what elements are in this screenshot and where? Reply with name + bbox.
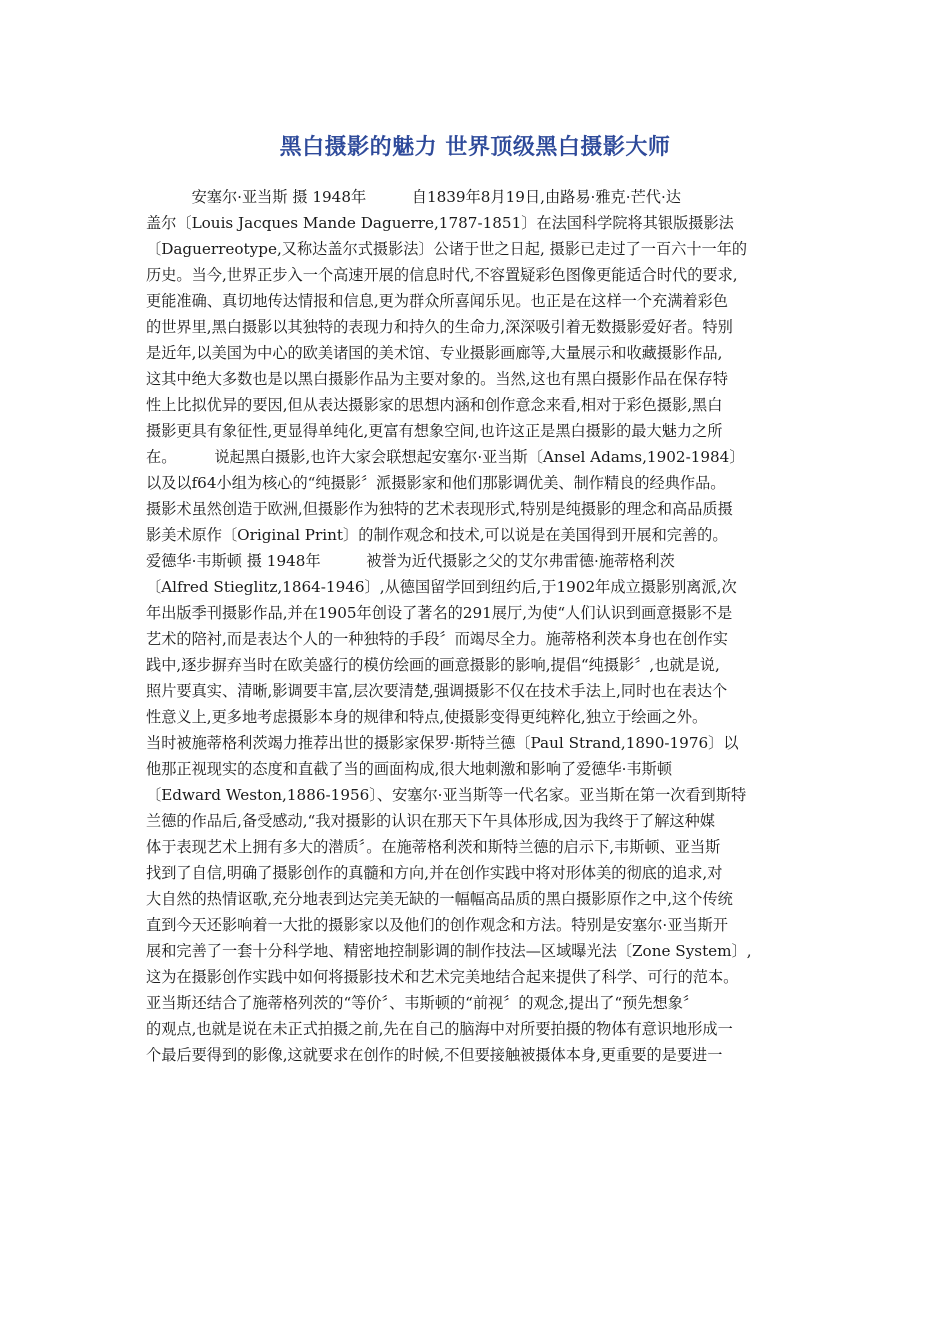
text-line: 性意义上,更多地考虑摄影本身的规律和特点,使摄影变得更纯粹化,独立于绘画之外。 bbox=[146, 708, 708, 726]
text-line: 兰德的作品后,备受感动,“我对摄影的认识在那天下午具体形成,因为我终于了解这种媒 bbox=[146, 812, 715, 830]
text-line: 影美术原作〔Original Print〕的制作观念和技术,可以说是在美国得到开展和完善的。 bbox=[146, 526, 728, 544]
text-line: 〔Alfred Stieglitz,1864-1946〕,从德国留学回到纽约后,于1902年成立摄影别离派,次 bbox=[146, 578, 737, 596]
text-line: 这为在摄影创作实践中如何将摄影技术和艺术完美地结合起来提供了科学、可行的范本。 bbox=[146, 968, 739, 986]
text-line: 直到今天还影响着一大批的摄影家以及他们的创作观念和方法。特别是安塞尔·亚当斯开 bbox=[146, 916, 728, 934]
document-title: 黑白摄影的魅力 世界顶级黑白摄影大师 bbox=[279, 135, 671, 160]
text-line: 当时被施蒂格利茨竭力推荐出世的摄影家保罗·斯特兰德〔Paul Strand,1890-1976〕以 bbox=[146, 734, 739, 752]
text-line: 个最后要得到的影像,这就要求在创作的时候,不但要接触被摄体本身,更重要的是要进一 bbox=[146, 1046, 723, 1064]
text-line: 找到了自信,明确了摄影创作的真髓和方向,并在创作实践中将对形体美的彻底的追求,对 bbox=[146, 864, 723, 882]
text-line: 体于表现艺术上拥有多大的潜质〞。在施蒂格利茨和斯特兰德的启示下,韦斯顿、亚当斯 bbox=[146, 838, 721, 856]
text-line: 以及以f64小组为核心的“纯摄影〞派摄影家和他们那影调优美、制作精良的经典作品。 bbox=[146, 474, 726, 492]
text-line: 〔Edward Weston,1886-1956〕、安塞尔·亚当斯等一代名家。亚当斯在第一次看到斯特 bbox=[146, 786, 747, 804]
text-line: 年出版季刊摄影作品,并在1905年创设了著名的291展厅,为使“人们认识到画意摄影不是 bbox=[146, 604, 733, 622]
text-line: 性上比拟优异的要因,但从表达摄影家的思想内涵和创作意念来看,相对于彩色摄影,黑白 bbox=[146, 396, 723, 414]
article-body bbox=[146, 184, 806, 1068]
text-line: 是近年,以美国为中心的欧美诸国的美术馆、专业摄影画廊等,大量展示和收藏摄影作品, bbox=[146, 344, 723, 362]
text-line: 的观点,也就是说在未正式拍摄之前,先在自己的脑海中对所要拍摄的物体有意识地形成一 bbox=[146, 1020, 733, 1038]
text-line: 更能准确、真切地传达情报和信息,更为群众所喜闻乐见。也正是在这样一个充满着彩色 bbox=[146, 292, 728, 310]
text-line: 这其中绝大多数也是以黑白摄影作品为主要对象的。当然,这也有黑白摄影作品在保存特 bbox=[146, 370, 728, 388]
text-line: 历史。当今,世界正步入一个高速开展的信息时代,不容置疑彩色图像更能适合时代的要求, bbox=[146, 266, 738, 284]
text-line: 〔Daguerreotype,又称达盖尔式摄影法〕公诸于世之日起, 摄影已走过了一百六十一年的 bbox=[146, 240, 748, 258]
text-line: 安塞尔·亚当斯 摄 1948年 自1839年8月19日,由路易·雅克·芒代·达 bbox=[146, 188, 681, 206]
text-line: 照片要真实、清晰,影调要丰富,层次要清楚,强调摄影不仅在技术手法上,同时也在表达个 bbox=[146, 682, 728, 700]
text-line: 摄影更具有象征性,更显得单纯化,更富有想象空间,也许这正是黑白摄影的最大魅力之所 bbox=[146, 422, 723, 440]
text-line: 在。 说起黑白摄影,也许大家会联想起安塞尔·亚当斯〔Ansel Adams,1902-1984〕 bbox=[146, 448, 745, 466]
text-line: 展和完善了一套十分科学地、精密地控制影调的制作技法—区域曝光法〔Zone System〕, bbox=[146, 942, 752, 960]
text-line: 他那正视现实的态度和直截了当的画面构成,很大地刺激和影响了爱德华·韦斯顿 bbox=[146, 760, 673, 778]
text-line: 摄影术虽然创造于欧洲,但摄影作为独特的艺术表现形式,特别是纯摄影的理念和高品质摄 bbox=[146, 500, 733, 518]
text-line: 艺术的陪衬,而是表达个人的一种独特的手段〞而竭尽全力。施蒂格利茨本身也在创作实 bbox=[146, 630, 728, 648]
text-line: 践中,逐步摒弃当时在欧美盛行的模仿绘画的画意摄影的影响,提倡“纯摄影〞,也就是说, bbox=[146, 656, 720, 674]
text-line: 爱德华·韦斯顿 摄 1948年 被誉为近代摄影之父的艾尔弗雷德·施蒂格利茨 bbox=[146, 552, 675, 570]
text-line: 盖尔〔Louis Jacques Mande Daguerre,1787-1851〕在法国科学院将其银版摄影法 bbox=[146, 214, 734, 232]
text-line: 大自然的热情讴歌,充分地表到达完美无缺的一幅幅高品质的黑白摄影原作之中,这个传统 bbox=[146, 890, 733, 908]
text-line: 亚当斯还结合了施蒂格列茨的“等价〞、韦斯顿的“前视〞的观念,提出了“预先想象〞 bbox=[146, 994, 699, 1012]
text-line: 的世界里,黑白摄影以其独特的表现力和持久的生命力,深深吸引着无数摄影爱好者。特别 bbox=[146, 318, 733, 336]
